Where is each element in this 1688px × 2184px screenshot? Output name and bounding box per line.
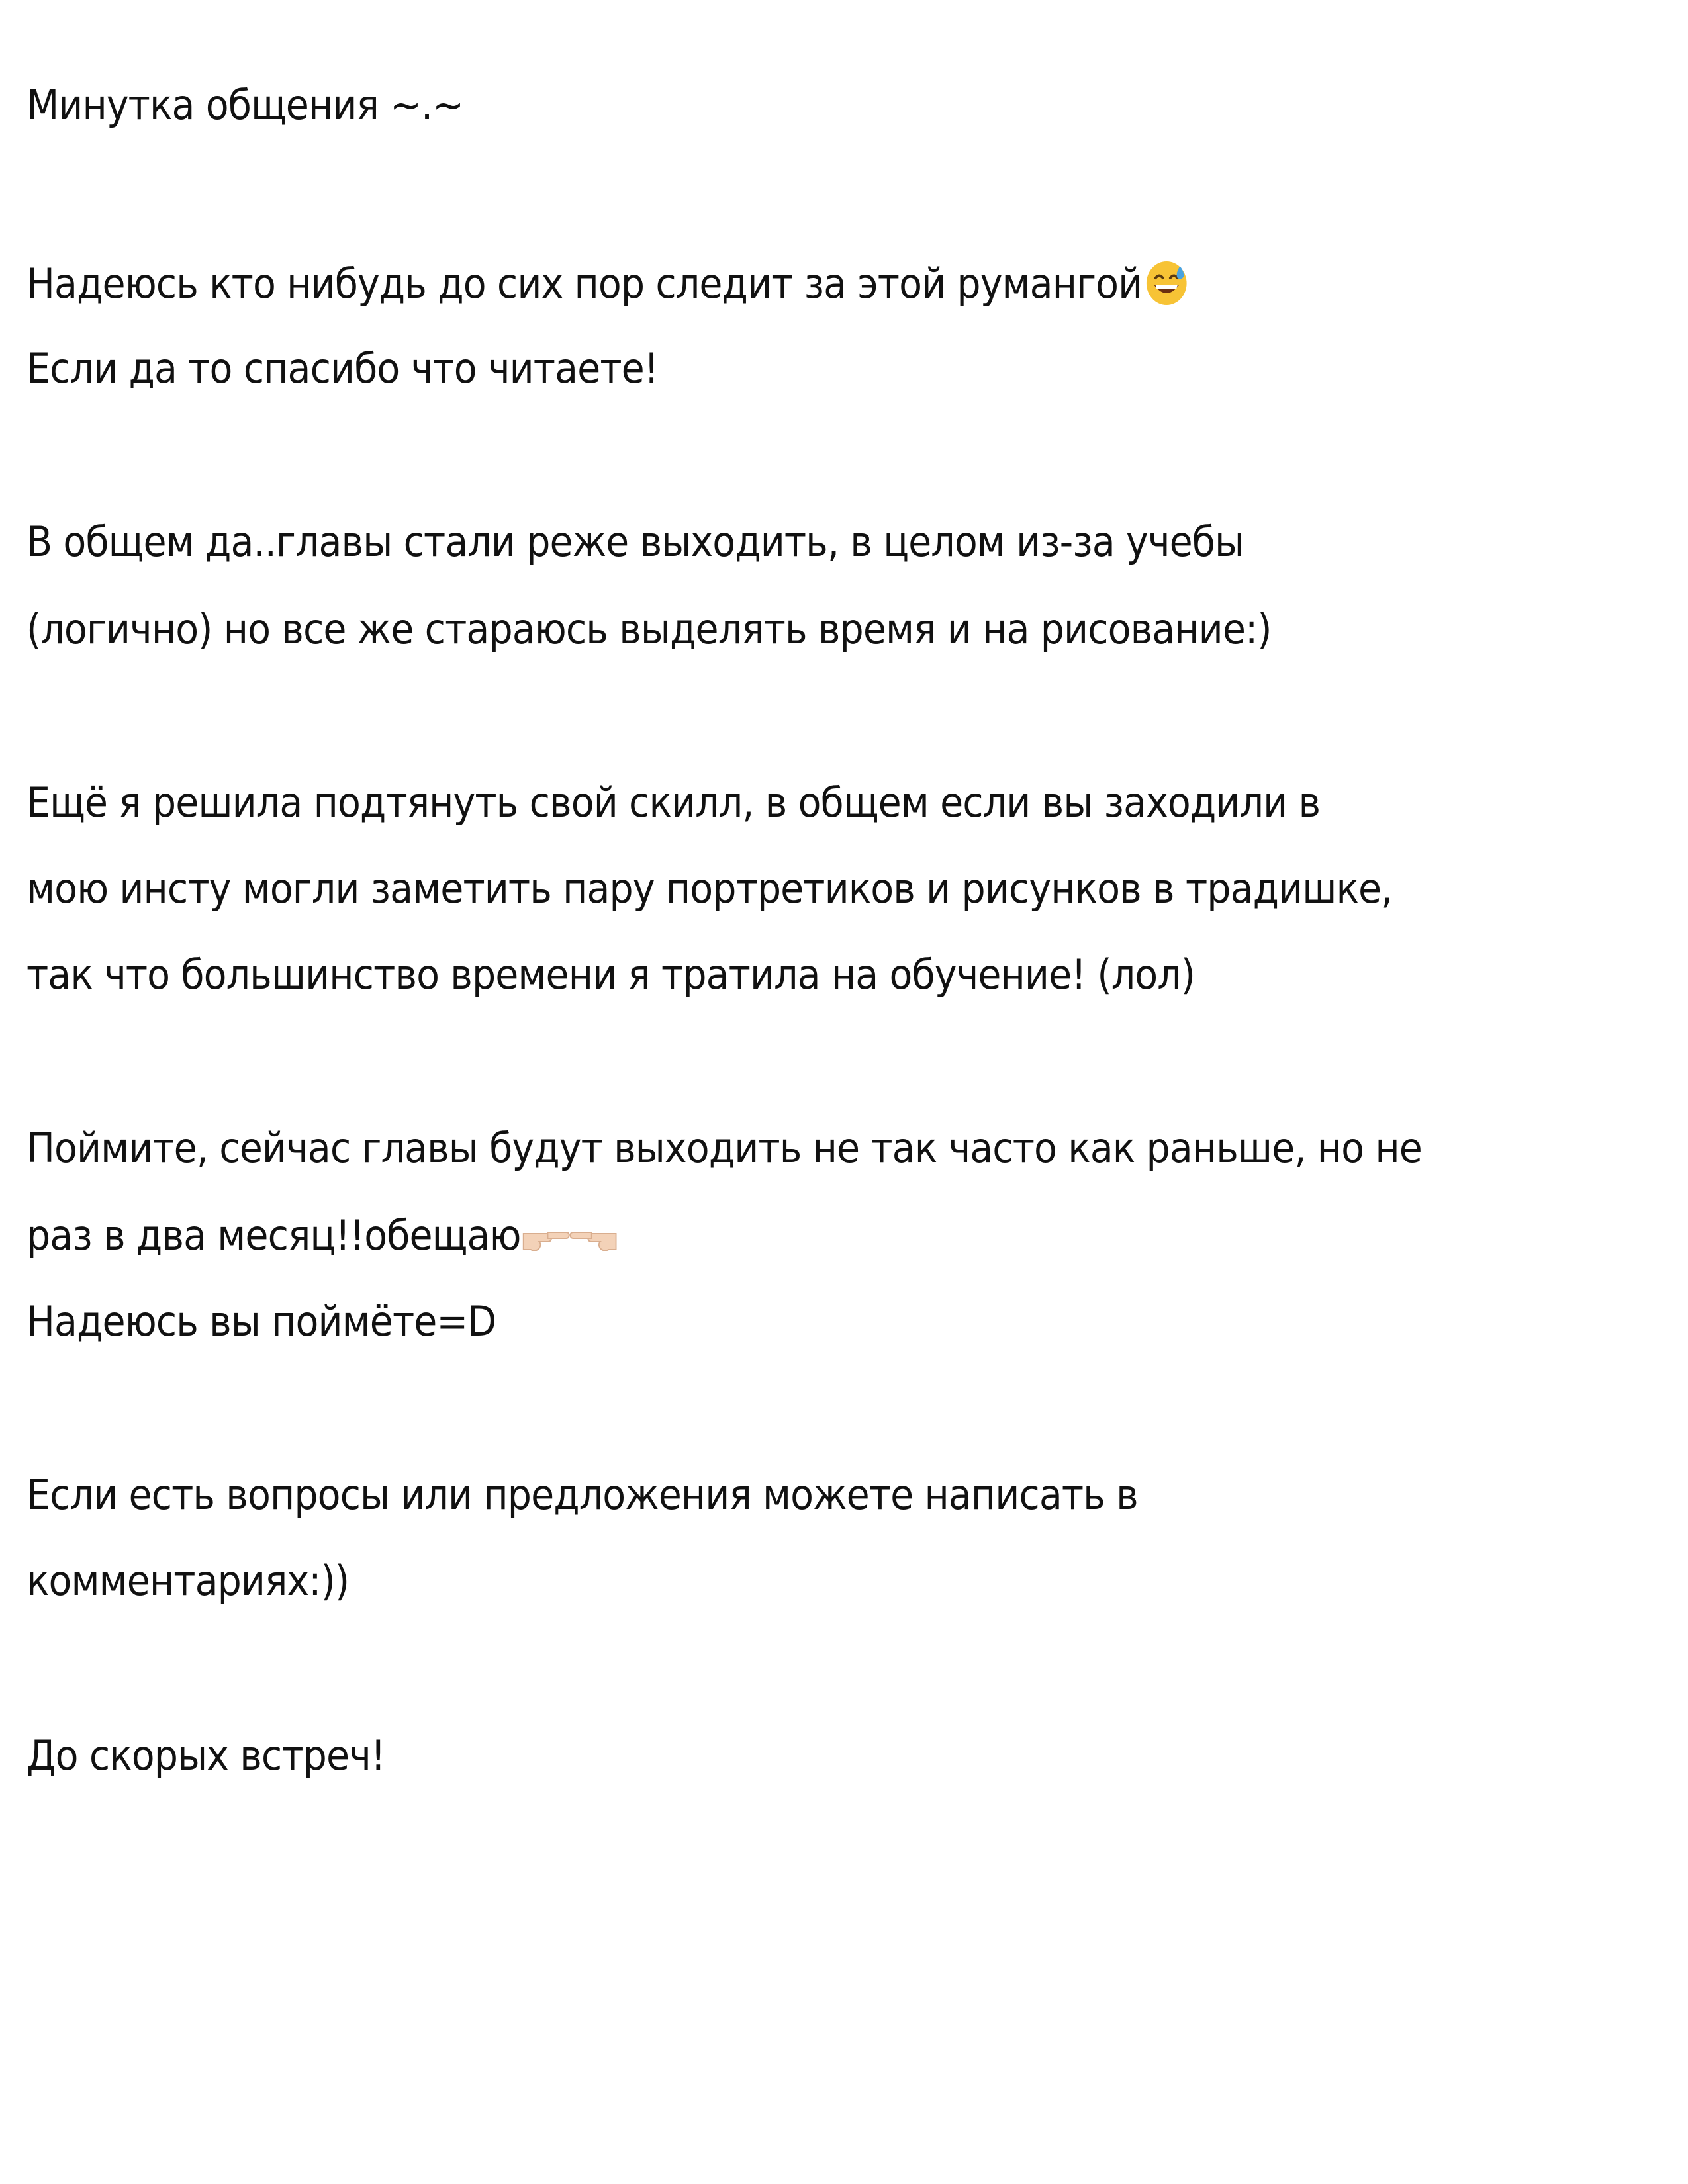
note-closing: До скорых встреч!	[26, 1731, 385, 1780]
note-p2-line1: В общем да..главы стали реже выходить, в целом из-за учебы	[26, 518, 1244, 566]
pointing-fingers-icon	[521, 1216, 618, 1260]
note-p1-line1	[26, 259, 1188, 314]
grinning-face-with-sweat-icon	[1145, 259, 1188, 314]
note-p4-line2-text: раз в два месяц!!обещаю	[26, 1211, 521, 1259]
note-p1-line2: Если да то спасибо что читаете!	[26, 344, 659, 392]
note-p5-line1: Если есть вопросы или предложения можете написать в	[26, 1471, 1138, 1519]
note-p4-line1: Поймите, сейчас главы будут выходить не так часто как раньше, но не	[26, 1124, 1422, 1172]
note-p3-line3: так что большинство времени я тратила на обучение! (лол)	[26, 950, 1196, 999]
note-p4-line3: Надеюсь вы поймёте=D	[26, 1297, 496, 1345]
note-p1-line1-text: Надеюсь кто нибудь до сих пор следит за этой румангой	[26, 259, 1143, 308]
note-p5-line2: комментариях:))	[26, 1557, 350, 1605]
note-p3-line1: Ещё я решила подтянуть свой скилл, в общем если вы заходили в	[26, 778, 1321, 827]
note-title: Минутка общения ~.~	[26, 81, 464, 129]
note-p3-line2: мою инсту могли заметить пару портретиков и рисунков в традишке,	[26, 864, 1393, 913]
note-p2-line2: (логично) но все же стараюсь выделять время и на рисование:)	[26, 605, 1272, 653]
note-p4-line2	[26, 1211, 618, 1260]
